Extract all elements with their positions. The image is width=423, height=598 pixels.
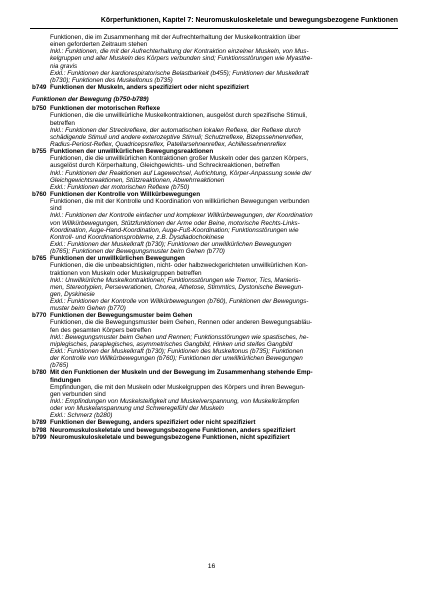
note-line: kelgruppen und aller Muskeln des Körpers verbunden sind; Funktionsstörungen wie Myasthe- xyxy=(50,55,313,63)
entry-title: Funktionen der Bewegung, anders spezifiziert oder nicht spezifiziert xyxy=(50,419,256,427)
description-line: betreffen xyxy=(50,119,75,127)
note-line: (b765); Funktionen der Bewegungsmuster beim Gehen (b770) xyxy=(50,248,225,256)
description-line: Funktionen, die im Zusammenhang mit der Aufrechterhaltung der Muskelkontraktion über xyxy=(50,34,301,41)
code-entry-b770 xyxy=(32,312,396,369)
entry-title: Funktionen der unwillkürlichen Bewegungen xyxy=(50,255,185,263)
note-line: Exkl.: Funktionen der motorischen Reflexe (b750) xyxy=(50,183,190,191)
entry-title: Funktionen der Muskeln, anders spezifiziert oder nicht spezifiziert xyxy=(50,83,249,91)
entry-heading xyxy=(32,369,396,376)
note-line: Inkl.: Unwillkürliche Muskelkontraktionen; Funktionsstörungen wie Tremor, Tics, Manieris- xyxy=(50,276,301,284)
note-line: Inkl.: Bewegungsmuster beim Gehen und Rennen; Funktionsstörungen wie spastisches, he- xyxy=(50,333,309,341)
entry-code: b760 xyxy=(32,190,47,198)
note-line: Inkl.: Funktionen, die mit der Aufrechterhaltung der Kontraktion einzelner Muskeln, von Mus- xyxy=(50,48,309,56)
note-line: muster beim Gehen (b770) xyxy=(50,305,126,313)
note-line: Koordination, Auge-Hand-Koordination, Auge-Fuß-Koordination; Funktionsstörungen wie xyxy=(50,226,299,234)
note-line: (b730); Funktionen des Muskeltonus (b735) xyxy=(50,76,173,84)
entry-code: b755 xyxy=(32,148,47,156)
note-line: Exkl.: Schmerz (b280) xyxy=(50,412,113,420)
note-line: miplegisches, paraplegisches, asymmetrisches Gangbild, Hinken und steifes Gangbild xyxy=(50,340,293,348)
description-line: traktionen von Muskeln oder Muskelgruppen betreffen xyxy=(50,269,202,277)
entry-title: Funktionen der Kontrolle von Willkürbewegungen xyxy=(50,190,201,198)
entry-code: b789 xyxy=(32,419,47,427)
entry-code: b798 xyxy=(32,426,47,434)
note-line: Inkl.: Funktionen der Kontrolle einfacher und komplexer Willkürbewegungen, der Koordination xyxy=(50,212,313,220)
note-line: Inkl.: Funktionen der Reaktionen auf Lagewechsel, Aufrichtung, Körper-Anpassung sowie der xyxy=(50,169,312,177)
entry-code: b750 xyxy=(32,105,47,113)
entry-code: b749 xyxy=(32,83,47,91)
code-entry-b755 xyxy=(32,148,396,191)
code-entry-b798 xyxy=(32,427,396,434)
note-line: Exkl.: Funktionen der Muskelkraft (b730); Funktionen der unwillkürlichen Bewegungen xyxy=(50,240,292,248)
header-rule xyxy=(30,28,398,29)
note-line: (b765) xyxy=(50,362,69,370)
description-line: gen verbunden sind xyxy=(50,390,106,398)
entry-heading xyxy=(32,312,396,319)
note-line: Inkl.: Funktionen der Streckreflexe, der automatischen lokalen Reflexe, der Reflexe durch xyxy=(50,126,301,134)
code-entry-b760 xyxy=(32,191,396,255)
entry-code: b770 xyxy=(32,312,47,320)
description-line: Funktionen, die die unwillkürliche Muskelkontraktionen, ausgelöst durch spezifische Stimuli, xyxy=(50,112,308,120)
entry-heading xyxy=(32,105,396,112)
entry-code: b780 xyxy=(32,369,47,377)
entries-list xyxy=(32,105,396,419)
entry-title: Neuromuskuloskeletale und bewegungsbezogene Funktionen, anders spezifiziert xyxy=(50,426,296,434)
entry-title-continued: findungen xyxy=(50,376,81,384)
note-line: Exkl.: Funktionen der Kontrolle von Willkürbewegungen (b760), Funktionen der Bewegungs- xyxy=(50,298,309,306)
entry-title: Funktionen der Bewegungsmuster beim Gehen xyxy=(50,312,193,320)
note-line: Kontroll- und Koordinationsprobleme, z.B. Dysdiadochokinese xyxy=(50,233,225,241)
entry-heading xyxy=(32,148,396,155)
entry-heading xyxy=(32,255,396,262)
entry-code: b799 xyxy=(32,433,47,441)
note-line: Radius-Periost-Reflex, Quadricepsreflex, Patellarsehnenreflex, Achillessehnenreflex xyxy=(50,140,287,148)
code-entry-b750 xyxy=(32,105,396,148)
code-entry-b780 xyxy=(32,369,396,419)
code-entry-b799 xyxy=(32,434,396,441)
code-entry-b765 xyxy=(32,255,396,312)
note-line: von Willkürbewegungen, Stützfunktionen der Arme oder Beine, motorische Rechts-Links- xyxy=(50,219,300,227)
document-body xyxy=(32,34,396,441)
page-number: 16 xyxy=(207,563,216,570)
description-line: einen geforderten Zeitraum stehen xyxy=(50,41,148,49)
note-line: schädigende Stimuli und andere exterozeptive Stimuli; Schutzreflexe, Bizepssehnenreflex, xyxy=(50,133,304,141)
entry-title: Mit den Funktionen der Muskeln und der Bewegung im Zusammenhang stehende Emp- xyxy=(50,369,313,377)
note-line: Inkl.: Empfindungen von Muskelsteifigkeit und Muskelverspannung, von Muskelkrämpfen xyxy=(50,398,300,406)
note-line: oder von Muskelanspannung und Schweregefühl der Muskeln xyxy=(50,405,224,413)
description-line: Funktionen, die die unbeabsichtigten, nicht- oder halbzweckgerichteten unwillkürlichen Kon- xyxy=(50,262,308,270)
note-line: Gleichgewichtsreaktionen, Stützreaktionen, Abwehrreaktionen xyxy=(50,176,225,184)
note-line: gen, Dyskinesie xyxy=(50,290,95,298)
description-line: Funktionen, die mit der Kontrolle und Koordination von willkürlichen Bewegungen verbunden xyxy=(50,198,310,206)
code-entry-b789 xyxy=(32,419,396,426)
note-line: der Kontrolle von Willkürbewegungen (b760); Funktionen der unwillkürlichen Bewegungen xyxy=(50,355,303,363)
running-header: Körperfunktionen, Kapitel 7: Neuromuskuloskeletale und bewegungsbezogene Funktionen xyxy=(100,17,398,24)
description-line: Funktionen, die die unwillkürlichen Kontraktionen großer Muskeln oder des ganzen Körpers, xyxy=(50,155,309,163)
note-line: Exkl.: Funktionen der kardiorespiratorische Belastbarkeit (b455); Funktionen der Muskelkraft xyxy=(50,69,309,77)
note-line: Exkl.: Funktionen der Muskelkraft (b730); Funktionen des Muskeltonus (b735); Funktionen xyxy=(50,348,304,356)
entry-title: Neuromuskuloskeletale und bewegungsbezogene Funktionen, nicht spezifiziert xyxy=(50,433,290,441)
entry-heading xyxy=(32,191,396,198)
closing-entries xyxy=(32,419,396,440)
section-heading: Funktionen der Bewegung (b750-b789) xyxy=(32,96,149,104)
entry-code: b765 xyxy=(32,255,47,263)
entry-title: Funktionen der unwillkürlichen Bewegungsreaktionen xyxy=(50,148,214,156)
note-line: men, Stereotypien, Perseverationen, Chorea, Athetose, Stimmtics, Dystonische Bewegun- xyxy=(50,283,304,291)
intro-block xyxy=(32,34,396,84)
description-line: Funktionen, die die Bewegungsmuster beim Gehen, Rennen oder anderen Bewegungsabläu- xyxy=(50,319,313,327)
description-line: sind xyxy=(50,205,62,213)
entry-title: Funktionen der motorischen Reflexe xyxy=(50,105,160,113)
code-entry-b749 xyxy=(32,84,396,91)
description-line: Empfindungen, die mit den Muskeln oder Muskelgruppen des Körpers und ihren Bewegun- xyxy=(50,383,305,391)
note-line: nia gravis xyxy=(50,62,78,70)
description-line: fen des gesamten Körpers betreffen xyxy=(50,326,152,334)
description-line: ausgelöst durch Körperhaltung, Gleichgewichts- und Schreckreaktionen, betreffen xyxy=(50,162,280,170)
